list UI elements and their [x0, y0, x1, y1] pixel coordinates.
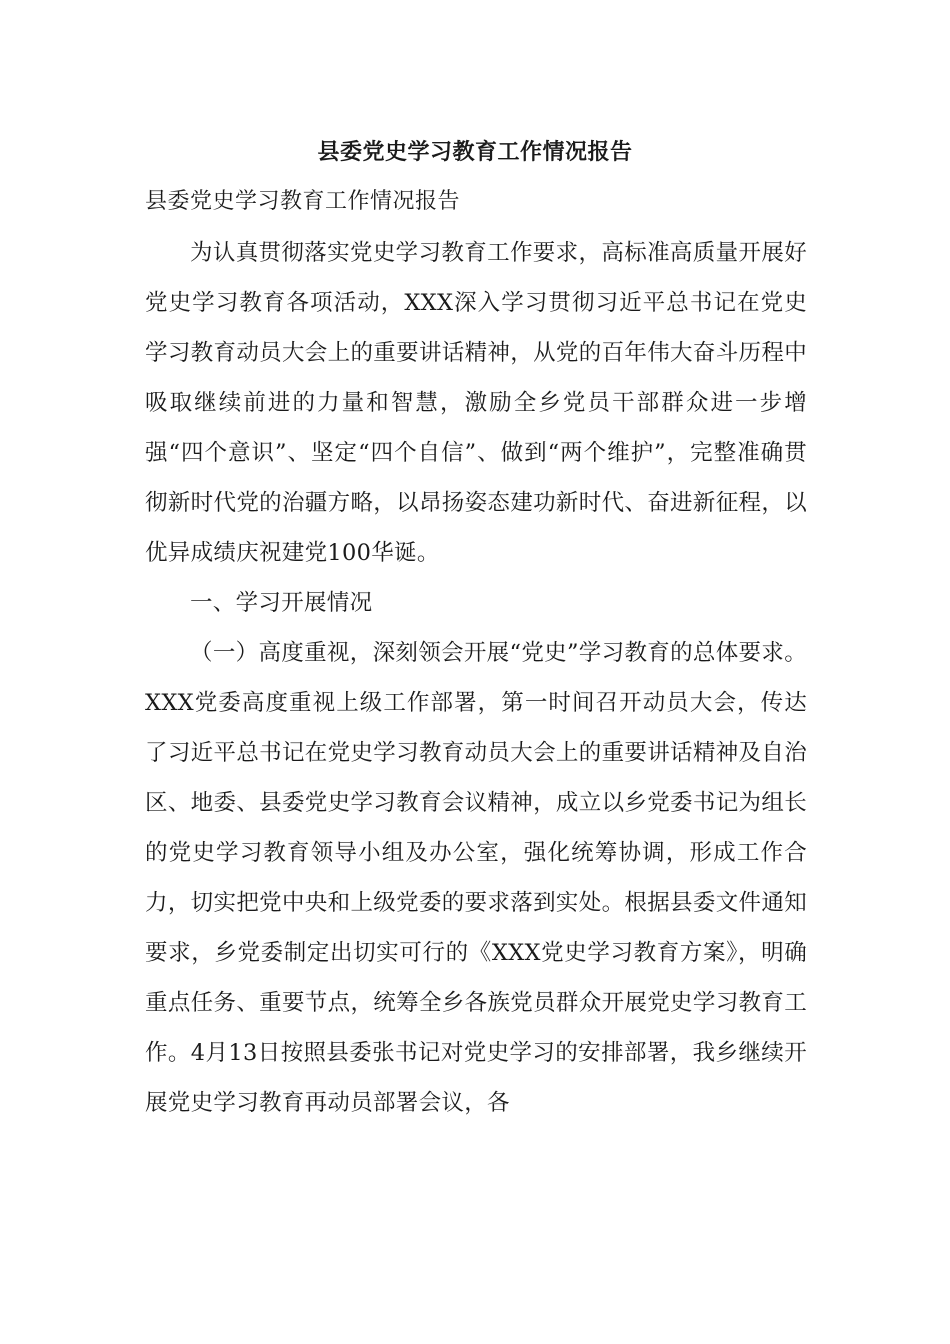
document-subtitle: 县委党史学习教育工作情况报告: [145, 189, 461, 214]
document-title: 县委党史学习教育工作情况报告: [317, 139, 633, 165]
paragraph-section-1: （一）高度重视，深刻领会开展“党史”学习教育的总体要求。XXX党委高度重视上级工作部署，第一时间召开动员大会，传达了习近平总书记在党史学习教育动员大会上的重要讲话精神及自治区、地委、县委党史学习教育会议精神，成立以乡党委书记为组长的党史学习教育领导小组及办公室，强化统筹协调，形成工作合力，切实把党中央和上级党委的要求落到实处。根据县委文件通知要求，乡党委制定出切实可行的《XXX党史学习教育方案》，明确重点任务、重要节点，统筹全乡各族党员群众开展党史学习教育工作。4月13日按照县委张书记对党史学习的安排部署，我乡继续开展党史学习教育再动员部署会议，各: [145, 640, 807, 1116]
paragraph-intro: 为认真贯彻落实党史学习教育工作要求，高标准高质量开展好党史学习教育各项活动，XXX深入学习贯彻习近平总书记在党史学习教育动员大会上的重要讲话精神，从党的百年伟大奋斗历程中吸取继续前进的力量和智慧，激励全乡党员干部群众进一步增强“四个意识”、坚定“四个自信”、做到“两个维护”，完整准确贯彻新时代党的治疆方略，以昂扬姿态建功新时代、奋进新征程，以优异成绩庆祝建党100华诞。: [145, 240, 807, 566]
document-body: [145, 228, 807, 1128]
section-heading: 一、学习开展情况: [190, 590, 373, 616]
